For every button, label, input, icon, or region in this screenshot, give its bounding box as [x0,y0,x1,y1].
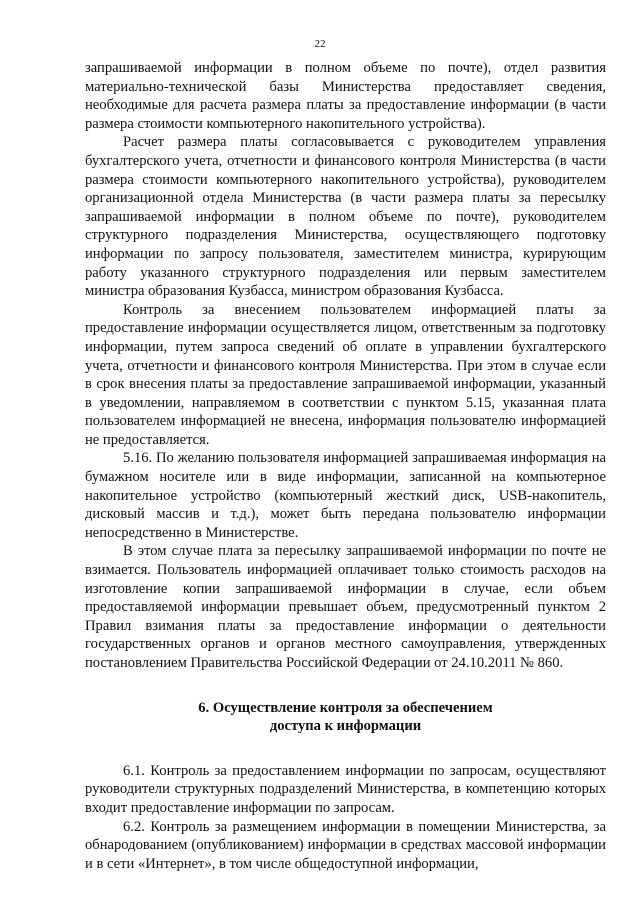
document-body [85,59,606,873]
section-heading [85,699,606,736]
paragraph-6-1: 6.1. Контроль за предоставлением информации по запросам, осуществляют руководители структурных подразделений Министерства, в компетенцию которых входит предоставление информации по запросам. [85,762,606,816]
paragraph-postage-fee: В этом случае плата за пересылку запрашиваемой информации по почте не взимается. Пользователь информацией оплачивает только стоимость расходов на изготовление копии запрашиваемой информации в случае, если объем предоставляемой информации превышает объем, предусмотренный пунктом 2 Правил взимания платы за предоставление информации о деятельности государственных органов и органов местного самоуправления, утвержденных постановлением Правительства Российской Федерации от 24.10.2011 № 860. [85,543,606,671]
paragraph-payment-control: Контроль за внесением пользователем информацией платы за предоставление информации осуществляется лицом, ответственным за подготовку информации, путем запроса сведений об оплате в управлении бухгалтерского учета, отчетности и финансового контроля Министерства. При этом в случае если в срок внесения платы за предоставление запрашиваемой информации, указанный в уведомлении, направляемом в соответствии с пунктом 5.15, указанная плата пользователем информацией не внесена, информация пользователю информацией не предоставляется. [85,301,606,448]
paragraph-continuation: запрашиваемой информации в полном объеме по почте), отдел развития материально-технической базы Министерства предоставляет сведения, необходимые для расчета размера платы за предоставление информации (в части размера стоимости компьютерного накопительного устройства). [85,60,606,132]
section-heading-line-1: 6. Осуществление контроля за обеспечением [198,699,493,716]
paragraph-fee-approval: Расчет размера платы согласовывается с руководителем управления бухгалтерского учета, отчетности и финансового контроля Министерства (в части размера стоимости компьютерного накопительного устройства), руководителем организационной отдела Министерства (в части размера платы за пересылку запрашиваемой информации в полном объеме по почте), руководителем структурного подразделения Министерства, осуществляющего подготовку информации по запросу пользователя, заместителем министра, курирующим работу указанного структурного подразделения или первым заместителем министра образования Кузбасса, министром образования Кузбасса. [85,134,606,300]
section-heading-line-2: доступа к информации [269,718,422,735]
paragraph-6-2: 6.2. Контроль за размещением информации в помещении Министерства, за обнародованием (опубликованием) информации в средствах массовой информации и в сети «Интернет», в том числе общедоступной информации, [85,818,606,872]
page-number: 22 [314,38,326,50]
paragraph-5-16: 5.16. По желанию пользователя информацией запрашиваемая информация на бумажном носителе или в виде информации, записанной на компьютерное накопительное устройство (компьютерный жесткий диск, USB-накопитель, дисковый массив и т.д.), может быть передана пользователю информации непосредственно в Министерстве. [85,450,606,541]
